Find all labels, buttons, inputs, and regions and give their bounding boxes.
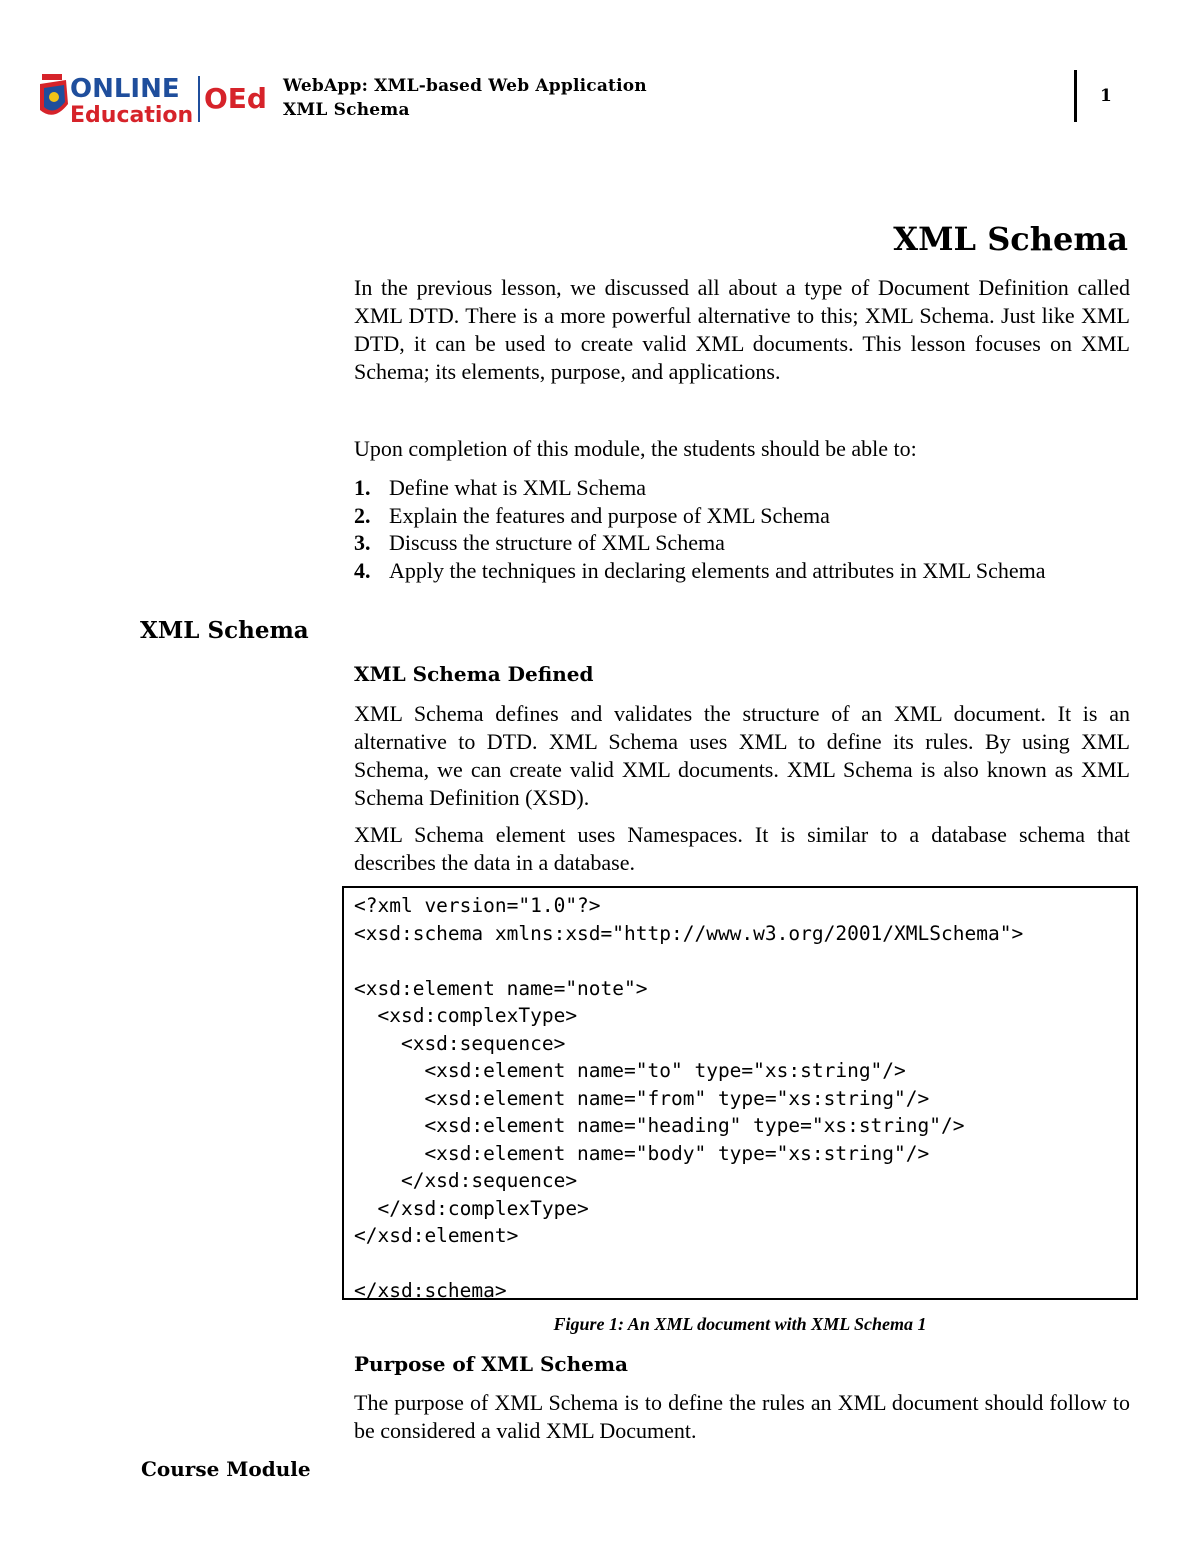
list-item: 3. Discuss the structure of XML Schema	[354, 530, 725, 555]
list-item: 1. Define what is XML Schema	[354, 475, 647, 500]
list-item: 2. Explain the features and purpose of XML Schema	[354, 502, 830, 528]
list-item: 4. Apply the techniques in declaring elements and attributes in XML Schema	[354, 557, 1046, 583]
footer-label: Course Module	[141, 1457, 311, 1481]
topic-name: XML Schema	[283, 100, 410, 120]
code-figure	[342, 886, 1138, 1300]
page-title: XML Schema	[893, 220, 1128, 258]
svg-text:OEd: OEd	[204, 82, 267, 115]
code-block: <?xml version="1.0"?> <xsd:schema xmlns:xsd="http://www.w3.org/2001/XMLSchema"> <xsd:element name="note"> <xsd:complexType> <xsd:sequence> <xsd:element name="to" type="xs:string"/> <xsd:element name="from" type="xs:string"/> <xsd:element name="heading" type="xs:string"/> <xsd:element name="body" type="xs:string"/> </xsd:sequence> </xsd:complexType> </xsd:element> </xsd:schema>	[354, 894, 1024, 1302]
figure-caption: Figure 1: An XML document with XML Schema 1	[553, 1314, 927, 1334]
header-divider	[1074, 70, 1077, 122]
objectives-lead: Upon completion of this module, the students should be able to:	[354, 436, 917, 461]
crest-icon	[40, 74, 68, 115]
intro-paragraph: In the previous lesson, we discussed all about a type of Document Definition called XML DTD. There is a more powerful alternative to this; XML Schema. Just like XML DTD, it can be used to create valid XML documents. This lesson focuses on XML Schema; its elements, purpose, and applications.	[354, 275, 1130, 384]
objectives-list	[354, 474, 1154, 584]
defined-paragraph-2: XML Schema element uses Namespaces. It is similar to a database schema that describes the data in a database.	[354, 822, 1130, 875]
subsection-heading-purpose: Purpose of XML Schema	[354, 1352, 628, 1376]
running-header	[283, 74, 647, 122]
course-name: WebApp: XML-based Web Application	[283, 76, 647, 96]
subsection-heading-defined: XML Schema Defined	[354, 662, 594, 686]
section-heading: XML Schema	[140, 617, 309, 644]
defined-paragraph-1: XML Schema defines and validates the structure of an XML document. It is an alternative to DTD. XML Schema uses XML to define its rules. By using XML Schema, we can create valid XML documents. XML Schema is also known as XML Schema Definition (XSD).	[354, 701, 1130, 810]
svg-text:Education: Education	[70, 103, 194, 126]
page-number: 1	[1100, 86, 1112, 106]
svg-text:ONLINE: ONLINE	[70, 74, 180, 104]
online-education-logo	[38, 70, 270, 126]
purpose-paragraph: The purpose of XML Schema is to define the rules an XML document should follow to be considered a valid XML Document.	[354, 1390, 1130, 1443]
